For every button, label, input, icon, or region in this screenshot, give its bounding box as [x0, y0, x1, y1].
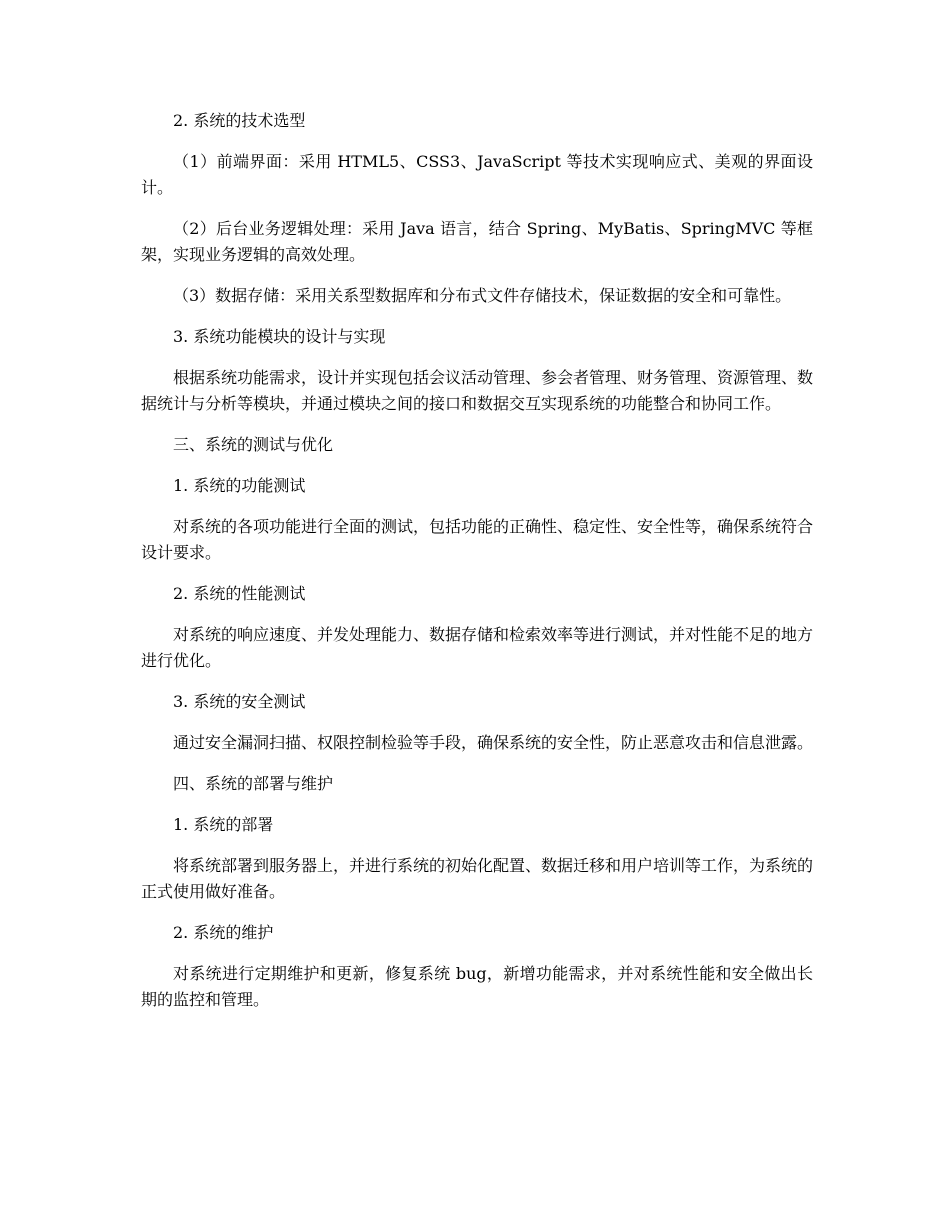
- paragraph: 对系统的各项功能进行全面的测试，包括功能的正确性、稳定性、安全性等，确保系统符合设计要求。: [141, 517, 814, 562]
- section-heading: 2. 系统的维护: [173, 923, 274, 942]
- section-heading: 2. 系统的性能测试: [173, 584, 306, 603]
- paragraph: 通过安全漏洞扫描、权限控制检验等手段，确保系统的安全性，防止恶意攻击和信息泄露。: [173, 733, 814, 752]
- paragraph: 对系统的响应速度、并发处理能力、数据存储和检索效率等进行测试，并对性能不足的地方进行优化。: [141, 625, 814, 670]
- section-heading: 2. 系统的技术选型: [173, 111, 306, 130]
- paragraph: 根据系统功能需求，设计并实现包括会议活动管理、参会者管理、财务管理、资源管理、数据统计与分析等模块，并通过模块之间的接口和数据交互实现系统的功能整合和协同工作。: [141, 368, 814, 413]
- section-heading: 1. 系统的部署: [173, 815, 274, 834]
- section-heading: 3. 系统的安全测试: [173, 692, 306, 711]
- section-heading: 3. 系统功能模块的设计与实现: [173, 327, 386, 346]
- paragraph: （3）数据存储：采用关系型数据库和分布式文件存储技术，保证数据的安全和可靠性。: [173, 286, 792, 305]
- section-heading: 1. 系统的功能测试: [173, 476, 306, 495]
- chapter-heading: 三、系统的测试与优化: [173, 435, 334, 454]
- paragraph: （1）前端界面：采用 HTML5、CSS3、JavaScript 等技术实现响应式、美观的界面设计。: [141, 152, 813, 197]
- paragraph: 将系统部署到服务器上，并进行系统的初始化配置、数据迁移和用户培训等工作，为系统的正式使用做好准备。: [141, 856, 814, 901]
- document-body: [141, 108, 813, 1028]
- chapter-heading: 四、系统的部署与维护: [173, 774, 334, 793]
- paragraph: （2）后台业务逻辑处理：采用 Java 语言，结合 Spring、MyBatis、SpringMVC 等框架，实现业务逻辑的高效处理。: [141, 219, 813, 264]
- paragraph: 对系统进行定期维护和更新，修复系统 bug，新增功能需求，并对系统性能和安全做出长期的监控和管理。: [141, 964, 813, 1009]
